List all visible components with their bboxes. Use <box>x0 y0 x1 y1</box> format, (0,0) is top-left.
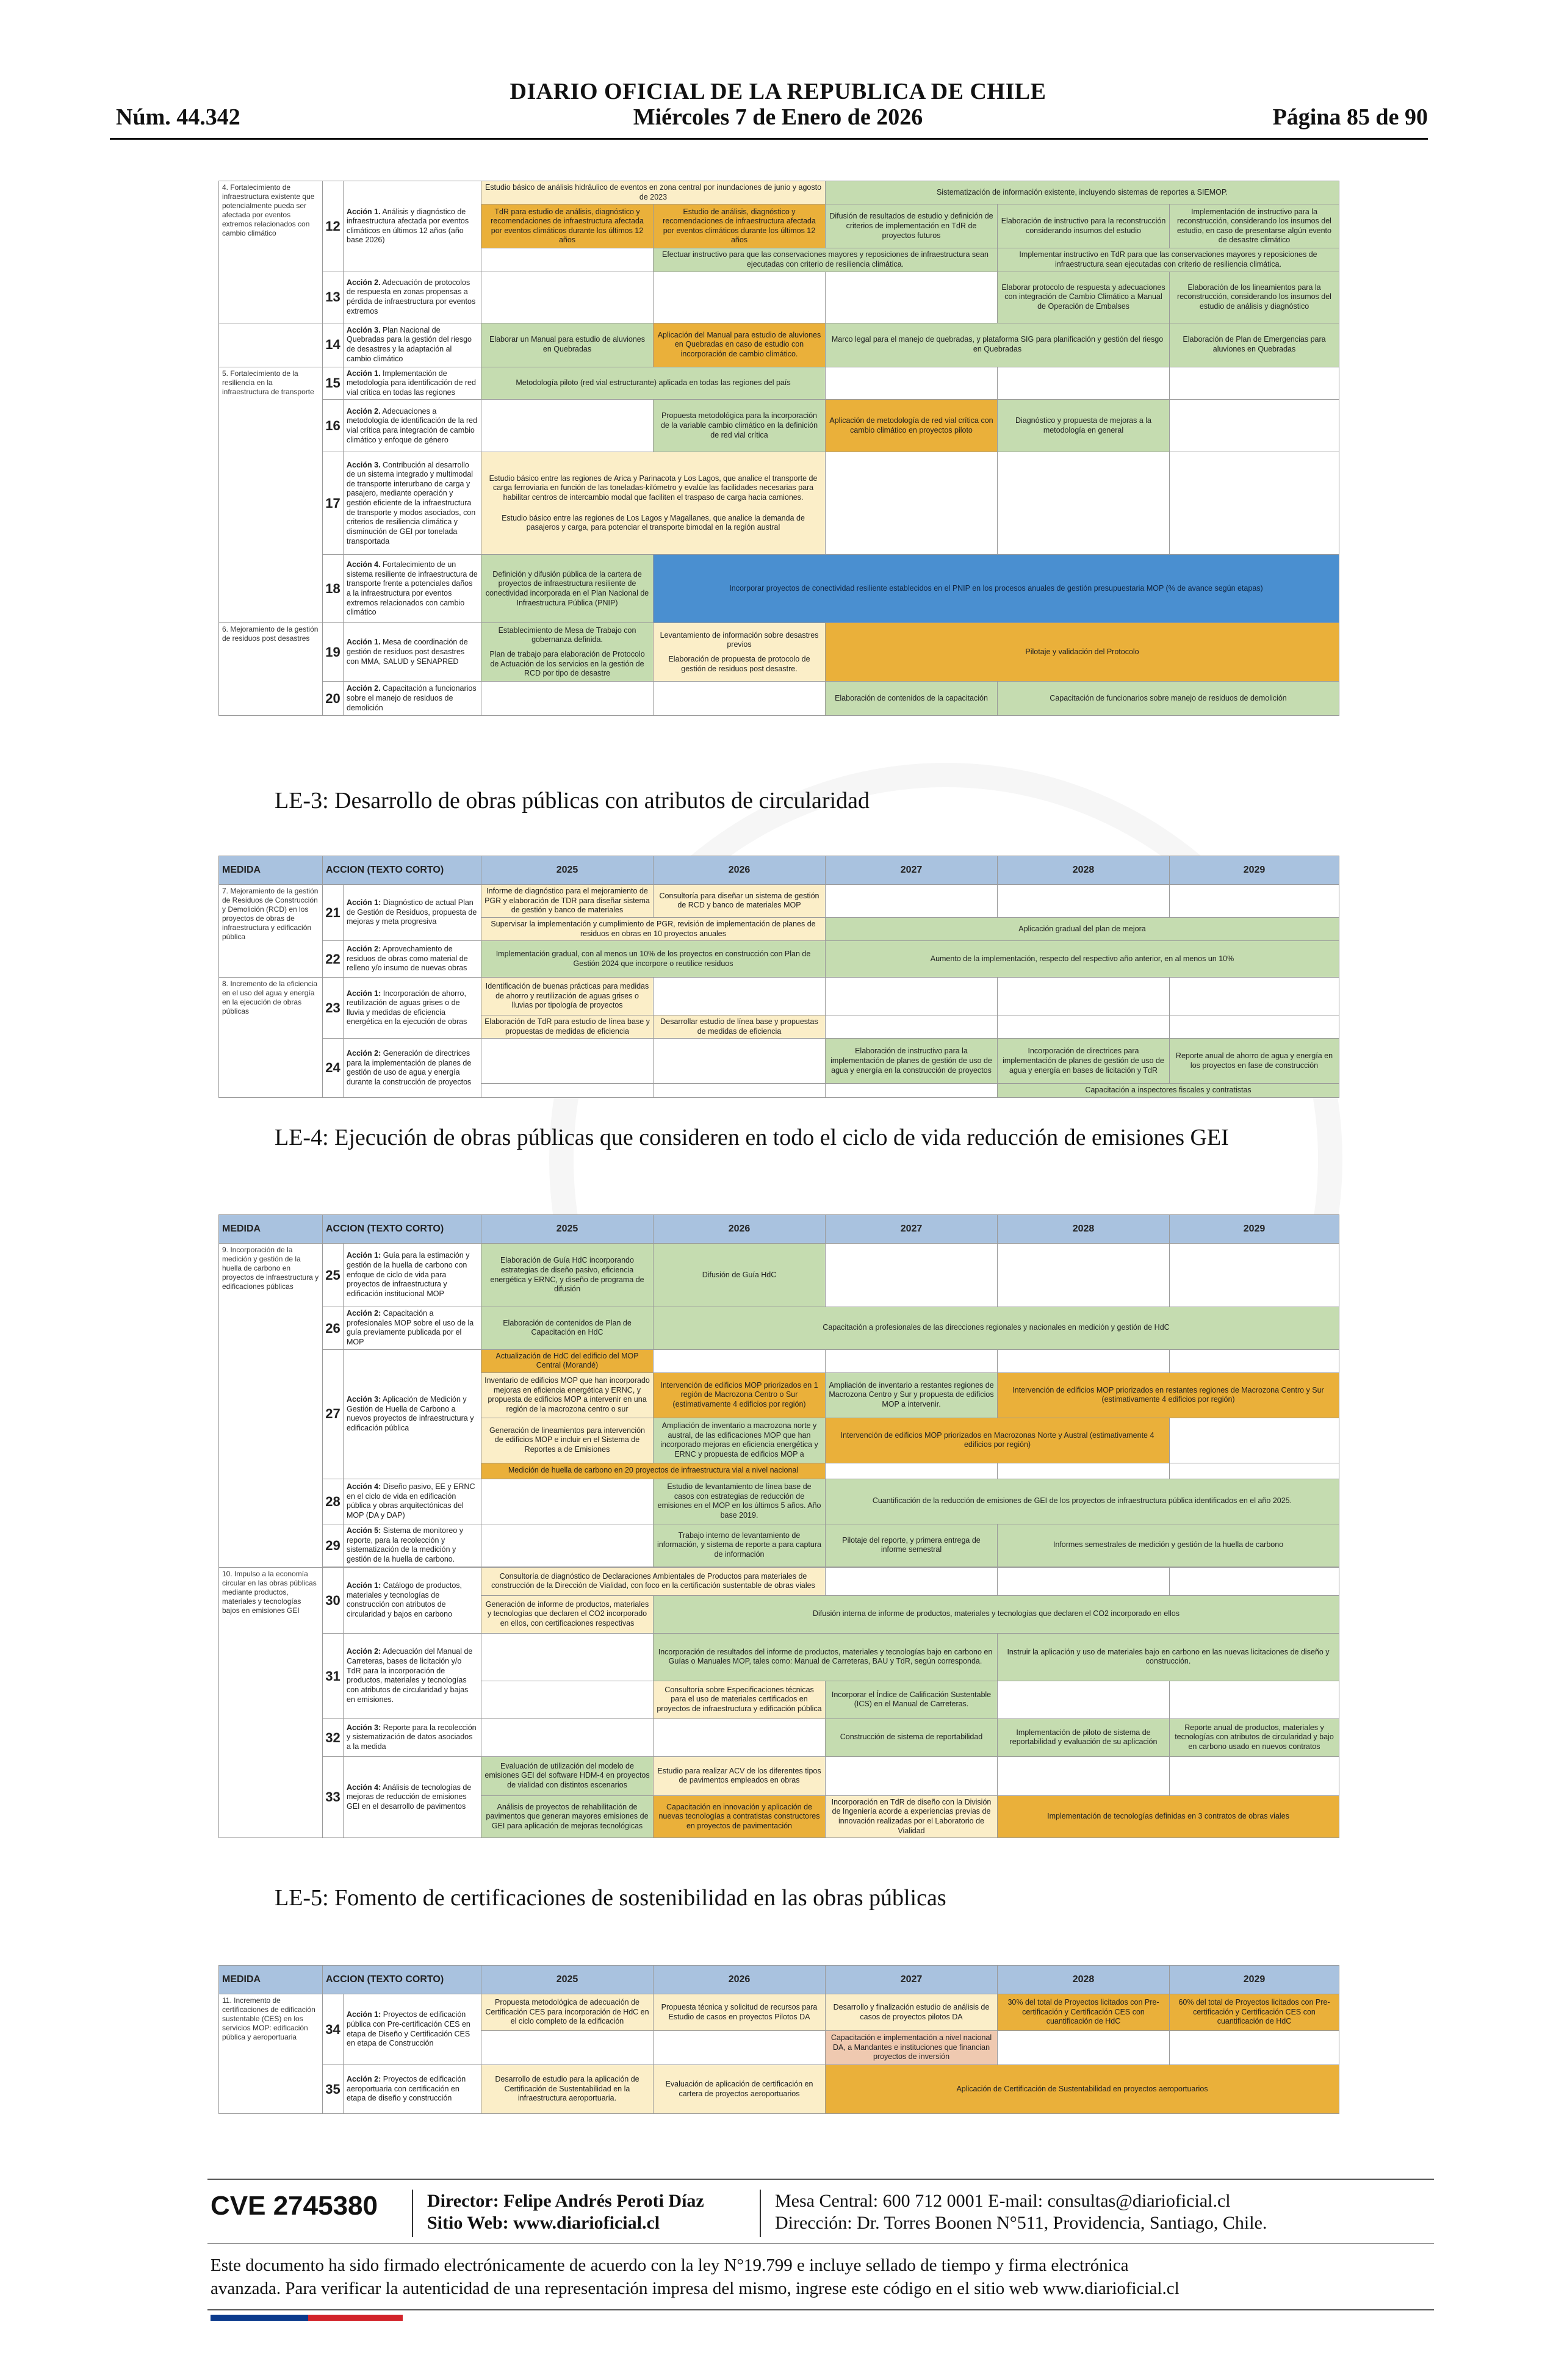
row-number: 13 <box>323 272 344 323</box>
row-number: 32 <box>323 1718 344 1756</box>
footer-address: Dirección: Dr. Torres Boonen N°511, Providencia, Santiago, Chile. <box>775 2213 1267 2233</box>
accion-14: Acción 3. Plan Nacional de Quebradas para la gestión del riesgo de desastres y la adaptación al cambio climático <box>344 323 481 367</box>
col-2028: 2028 <box>998 856 1170 885</box>
cell-28-2026: Estudio de levantamiento de línea base de casos con estrategias de reducción de emisiones en el MOP en los últimos 5 años. Año base 2019. <box>654 1479 826 1524</box>
footer-rule-top <box>207 2179 1434 2180</box>
medida-9: 9. Incorporación de la medición y gestión de la huella de carbono en proyectos de infraestructura y edificaciones públicas <box>219 1244 323 1568</box>
cell-12-2025b: TdR para estudio de análisis, diagnóstico y recomendaciones de infraestructura afectada por eventos climáticos durante los últimos 12 años <box>481 204 654 248</box>
cell-33-2026: Estudio para realizar ACV de los diferentes tipos de pavimentos empleados en obras <box>654 1756 826 1795</box>
row-number: 30 <box>323 1567 344 1633</box>
row-number: 16 <box>323 400 344 452</box>
cell-14-2027-2028: Marco legal para el manejo de quebradas, y plataforma SIG para planificación y gestión del riesgo en Quebradas <box>826 323 1170 367</box>
cell-21-2027-2029: Aplicación gradual del plan de mejora <box>826 917 1339 940</box>
cell-30-2026-2029: Difusión interna de informe de productos, materiales y tecnologías que declaren el CO2 incorporado en ellos <box>654 1595 1339 1633</box>
col-2027: 2027 <box>826 1966 998 1994</box>
accion-20: Acción 2. Capacitación a funcionarios sobre el manejo de residuos de demolición <box>344 682 481 716</box>
cell-35-2027-2029: Aplicación de Certificación de Sustentabilidad en proyectos aeroportuarios <box>826 2065 1339 2114</box>
row-number: 12 <box>323 181 344 272</box>
cell-27-ampliacion: Ampliación de inventario a macrozona norte y austral, de las edificaciones MOP que han incorporado mejoras en eficiencia energética y ERNC y propuesta de edificios MOP a <box>654 1418 826 1463</box>
accion-25: Acción 1: Guía para la estimación y gestión de la huella de carbono con enfoque de ciclo de vida para proyectos de infraestructura y edificación institucional MOP <box>344 1244 481 1307</box>
cell-16-2026: Propuesta metodológica para la incorporación de la variable cambio climático en la definición de red vial crítica <box>654 400 826 452</box>
row-number: 25 <box>323 1244 344 1307</box>
cell-18-2025: Definición y difusión pública de la cartera de proyectos de infraestructura resiliente de conectividad incorporada en el Plan Nacional de Infraestructura Pública (PNIP) <box>481 555 654 623</box>
cell-34-capacitacion: Capacitación e implementación a nivel nacional DA, a Mandantes e instituciones que financian proyectos de inversión <box>826 2031 998 2065</box>
cell-27-huella: Medición de huella de carbono en 20 proyectos de infraestructura vial a nivel nacional <box>481 1463 826 1479</box>
accion-34: Acción 1: Proyectos de edificación pública con Pre-certificación CES en etapa de Diseño y Certificación CES en etapa de Construcción <box>344 1994 481 2065</box>
col-2027: 2027 <box>826 856 998 885</box>
row-number: 29 <box>323 1524 344 1567</box>
cell-35-2026: Evaluación de aplicación de certificación en cartera de proyectos aeroportuarios <box>654 2065 826 2114</box>
table-le5 <box>218 1965 1339 2114</box>
footer-separator <box>412 2190 413 2237</box>
cell-27-2025b: Inventario de edificios MOP que han incorporado mejoras en eficiencia energética y ERNC, y propuesta de edificios MOP a intervenir en una región de la macrozona centro o sur <box>481 1372 654 1418</box>
cell-12-2027-2029: Sistematización de información existente, incluyendo sistemas de reportes a SIEMOP. <box>826 181 1339 204</box>
accion-26: Acción 2: Capacitación a profesionales MOP sobre el uso de la guía previamente publicada por el MOP <box>344 1307 481 1350</box>
row-number: 24 <box>323 1039 344 1098</box>
cell-30-2025: Generación de informe de productos, materiales y tecnologías que declaren el CO2 incorporado en ellos, con certificaciones respectivas <box>481 1595 654 1633</box>
col-accion: ACCION (TEXTO CORTO) <box>323 1966 481 1994</box>
col-accion: ACCION (TEXTO CORTO) <box>323 856 481 885</box>
cell-28-2027-2029: Cuantificación de la reducción de emisiones de GEI de los proyectos de infraestructura pública identificados en el año 2025. <box>826 1479 1339 1524</box>
cell-12-2025: Estudio básico de análisis hidráulico de eventos en zona central por inundaciones de junio y agosto de 2023 <box>481 181 826 204</box>
header-rule <box>110 138 1428 140</box>
row-number: 19 <box>323 623 344 682</box>
issue-number: Núm. 44.342 <box>116 104 240 130</box>
cell-16-2028: Diagnóstico y propuesta de mejoras a la metodología en general <box>998 400 1170 452</box>
cell-27-lineamientos: Generación de lineamientos para intervención de edificios MOP e incluir en el Sistema de Reportes a de Emisiones <box>481 1418 654 1463</box>
section-heading-le3: LE-3: Desarrollo de obras públicas con atributos de circularidad <box>275 788 870 813</box>
cve-code: CVE 2745380 <box>211 2191 378 2221</box>
col-2027: 2027 <box>826 1215 998 1244</box>
table-le2-continuation <box>218 181 1339 716</box>
col-2029: 2029 <box>1170 1966 1339 1994</box>
row-number: 35 <box>323 2065 344 2114</box>
accion-22: Acción 2: Aprovechamiento de residuos de obras como material de relleno y/o insumo de nuevas obras <box>344 941 481 978</box>
cell-21-2026: Consultoría para diseñar un sistema de gestión de RCD y banco de materiales MOP <box>654 885 826 918</box>
cell-34-2025: Propuesta metodológica de adecuación de Certificación CES para incorporación de HdC en el ciclo completo de la edificación <box>481 1994 654 2031</box>
cell-29-2026: Trabajo interno de levantamiento de información, y sistema de reporte a para captura de información <box>654 1524 826 1567</box>
col-2026: 2026 <box>654 1966 826 1994</box>
col-accion: ACCION (TEXTO CORTO) <box>323 1215 481 1244</box>
cell-16-2027: Aplicación de metodología de red vial crítica con cambio climático en proyectos piloto <box>826 400 998 452</box>
table-le3 <box>218 856 1339 1098</box>
col-2025: 2025 <box>481 1966 654 1994</box>
footer-website[interactable]: Sitio Web: www.diarioficial.cl <box>427 2213 660 2233</box>
medida-6: 6. Mejoramiento de la gestión de residuos post desastres <box>219 623 323 716</box>
medida-10: 10. Impulso a la economía circular en las obras públicas mediante productos, materiales y tecnologías bajos en emisiones GEI <box>219 1567 323 1838</box>
cell-19-2027-2029: Pilotaje y validación del Protocolo <box>826 623 1339 682</box>
signature-note-line1: Este documento ha sido firmado electrónicamente de acuerdo con la ley N°19.799 e incluye sellado de tiempo y firma electrónica <box>211 2256 1129 2275</box>
col-2026: 2026 <box>654 856 826 885</box>
col-2025: 2025 <box>481 856 654 885</box>
row-number: 22 <box>323 941 344 978</box>
cell-27-actualizacion: Actualización de HdC del edificio del MOP Central (Morandé) <box>481 1349 654 1372</box>
cell-20-2028-2029: Capacitación de funcionarios sobre manejo de residuos de demolición <box>998 682 1339 716</box>
accion-27: Acción 3: Aplicación de Medición y Gestión de Huella de Carbono a nuevos proyectos de infraestructura y edificación pública <box>344 1349 481 1479</box>
cell-34-2026: Propuesta técnica y solicitud de recursos para Estudio de casos en proyectos Pilotos DA <box>654 1994 826 2031</box>
cell-12-2027: Difusión de resultados de estudio y definición de criterios de implementación en TdR de proyectos futuros <box>826 204 998 248</box>
col-2029: 2029 <box>1170 856 1339 885</box>
cell-33-2027: Incorporación en TdR de diseño con la División de Ingeniería acorde a experiencias previas de innovación realizadas por el Laboratorio de Vialidad <box>826 1795 998 1838</box>
col-2028: 2028 <box>998 1966 1170 1994</box>
cell-31-consultoria: Consultoría sobre Especificaciones técnicas para el uso de materiales certificados en proyectos de infraestructura y edificación pública <box>654 1681 826 1718</box>
cell-33-2025b: Análisis de proyectos de rehabilitación de pavimentos que generan mayores emisiones de GEI para aplicación de mejoras tecnológicas <box>481 1795 654 1838</box>
cell-12-2028: Elaboración de instructivo para la reconstrucción considerando insumos del estudio <box>998 204 1170 248</box>
cell-12-implementar: Implementar instructivo en TdR para que las conservaciones mayores y reposiciones de infraestructura sean ejecutadas con criterio de resiliencia climática. <box>998 248 1339 272</box>
row-number: 26 <box>323 1307 344 1350</box>
accion-29: Acción 5: Sistema de monitoreo y reporte, para la recolección y sistematización de la medición y gestión de la huella de carbono. <box>344 1524 481 1567</box>
footer-rule-bottom <box>207 2309 1434 2310</box>
cell-26-2026-2029: Capacitación a profesionales de las direcciones regionales y nacionales en medición y gestión de HdC <box>654 1307 1339 1350</box>
cell-17-2025-2026: Estudio básico entre las regiones de Arica y Parinacota y Los Lagos, que analice el transporte de carga ferroviaria en función de las toneladas-kilómetro y evalúe las facilidades necesarias para habilitar centros de intercambio modal que faciliten el traspaso de carga hacia camiones. Estudio básico entre las regiones de Los Lagos y Magallanes, que analice la demanda de pasajeros y carga, para potenciar el transporte bimodal en la región austral <box>481 452 826 555</box>
footer-rule-mid <box>207 2243 1434 2244</box>
footer-separator <box>760 2190 761 2237</box>
newspaper-title: DIARIO OFICIAL DE LA REPUBLICA DE CHILE <box>510 79 1046 104</box>
cell-23-2026: Desarrollar estudio de línea base y propuestas de medidas de eficiencia <box>654 1015 826 1039</box>
cell-32-2027: Construcción de sistema de reportabilidad <box>826 1718 998 1756</box>
col-medida: MEDIDA <box>219 856 323 885</box>
row-number: 34 <box>323 1994 344 2065</box>
cell-22-2027-2029: Aumento de la implementación, respecto del respectivo año anterior, en al menos un 10% <box>826 941 1339 978</box>
issue-date: Miércoles 7 de Enero de 2026 <box>633 104 923 130</box>
cell-13-2029: Elaboración de los lineamientos para la reconstrucción, considerando los insumos del estudio de análisis y diagnóstico <box>1170 272 1339 323</box>
col-2029: 2029 <box>1170 1215 1339 1244</box>
col-2026: 2026 <box>654 1215 826 1244</box>
cell-14-2029: Elaboración de Plan de Emergencias para aluviones en Quebradas <box>1170 323 1339 367</box>
cell-31-2026-2027: Incorporación de resultados del informe de productos, materiales y tecnologías bajo en carbono en Guías o Manuales MOP, tales como: Manual de Carreteras, BAU y TdR, según corresponda. <box>654 1633 998 1681</box>
cell-35-2025: Desarrollo de estudio para la aplicación de Certificación de Sustentabilidad en la infraestructura aeroportuaria. <box>481 2065 654 2114</box>
row-number: 23 <box>323 978 344 1039</box>
cell-32-2028: Implementación de piloto de sistema de reportabilidad y evaluación de su aplicación <box>998 1718 1170 1756</box>
cell-24-2028: Incorporación de directrices para implementación de planes de gestión de uso de agua y energía en bases de licitación y TdR <box>998 1039 1170 1084</box>
accion-21: Acción 1: Diagnóstico de actual Plan de Gestión de Residuos, propuesta de mejoras y meta progresiva <box>344 885 481 941</box>
cell-24-capacitacion: Capacitación a inspectores fiscales y contratistas <box>998 1084 1339 1098</box>
cell-29-2028-2029: Informes semestrales de medición y gestión de la huella de carbono <box>998 1524 1339 1567</box>
accion-16: Acción 2. Adecuaciones a metodología de identificación de la red vial crítica para integración de cambio climático y enfoque de género <box>344 400 481 452</box>
accion-12: Acción 1. Análisis y diagnóstico de infraestructura afectada por eventos climáticos en últimos 12 años (año base 2026) <box>344 181 481 272</box>
accion-30: Acción 1: Catálogo de productos, materiales y tecnologías de construcción con atributos de circularidad y bajos en carbono <box>344 1567 481 1633</box>
medida-8: 8. Incremento de la eficiencia en el uso del agua y energía en la ejecución de obras públicas <box>219 978 323 1098</box>
cell-30-consultoria: Consultoría de diagnóstico de Declaraciones Ambientales de Productos para materiales de construcción de la Dirección de Vialidad, con foco en la certificación sustentable de obras viales <box>481 1567 826 1595</box>
flag-stripe-blue <box>211 2315 308 2321</box>
row-number: 17 <box>323 452 344 555</box>
signature-note-line2: avanzada. Para verificar la autenticidad de una representación impresa del mismo, ingrese este código en el sitio web www.diarioficial.cl <box>211 2279 1180 2298</box>
section-heading-le5: LE-5: Fomento de certificaciones de sostenibilidad en las obras públicas <box>275 1885 946 1911</box>
accion-28: Acción 4: Diseño pasivo, EE y ERNC en el ciclo de vida en edificación pública y obras arquitectónicas del MOP (DA y DAP) <box>344 1479 481 1524</box>
cell-34-2029: 60% del total de Proyectos licitados con Pre-certificación y Certificación CES con cuantificación de HdC <box>1170 1994 1339 2031</box>
row-number: 33 <box>323 1756 344 1838</box>
cell-12-instructivo: Efectuar instructivo para que las conservaciones mayores y reposiciones de infraestructura sean ejecutadas con criterio de resiliencia climática. <box>654 248 998 272</box>
accion-15: Acción 1. Implementación de metodología para identificación de red vial crítica en todas las regiones <box>344 367 481 400</box>
accion-24: Acción 2: Generación de directrices para la implementación de planes de gestión de uso de agua y energía durante la construcción de proyectos <box>344 1039 481 1098</box>
cell-27-2026: Intervención de edificios MOP priorizados en 1 región de Macrozona Centro o Sur (estimativamente 4 edificios por región) <box>654 1372 826 1418</box>
cell-12-2026: Estudio de análisis, diagnóstico y recomendaciones de infraestructura afectada por eventos climáticos durante los últimos 12 años <box>654 204 826 248</box>
cell-20-2027: Elaboración de contenidos de la capacitación <box>826 682 998 716</box>
cell-13-2028: Elaborar protocolo de respuesta y adecuaciones con integración de Cambio Climático a Manual de Operación de Embalses <box>998 272 1170 323</box>
cell-12-2029: Implementación de instructivo para la reconstrucción, considerando los insumos del estudio, en caso de presentarse algún evento de desastre climático <box>1170 204 1339 248</box>
cell-19-2026: Levantamiento de información sobre desastres previos Elaboración de propuesta de protocolo de gestión de residuos post desastre. <box>654 623 826 682</box>
cell-31-2028-2029: Instruir la aplicación y uso de materiales bajo en carbono en las nuevas licitaciones de diseño y construcción. <box>998 1633 1339 1681</box>
cell-29-2027: Pilotaje del reporte, y primera entrega de informe semestral <box>826 1524 998 1567</box>
row-number: 20 <box>323 682 344 716</box>
page-number: Página 85 de 90 <box>1272 104 1428 130</box>
cell-27-norte-austral: Intervención de edificios MOP priorizados en Macrozonas Norte y Austral (estimativamente 4 edificios por región) <box>826 1418 1170 1463</box>
accion-18: Acción 4. Fortalecimiento de un sistema resiliente de infraestructura de transporte frente a potenciales daños a la infraestructura por eventos extremos relacionados con cambio climático <box>344 555 481 623</box>
medida-7: 7. Mejoramiento de la gestión de Residuos de Construcción y Demolición (RCD) en los proyectos de obras de infraestructura y edificación pública <box>219 885 323 978</box>
cell-14-2026: Aplicación del Manual para estudio de aluviones en Quebradas en caso de estudio con incorporación de cambio climático. <box>654 323 826 367</box>
row-number: 28 <box>323 1479 344 1524</box>
col-2028: 2028 <box>998 1215 1170 1244</box>
medida-5: 5. Fortalecimiento de la resiliencia en la infraestructura de transporte <box>219 367 323 623</box>
cell-34-2028: 30% del total de Proyectos licitados con Pre-certificación y Certificación CES con cuantificación de HdC <box>998 1994 1170 2031</box>
cell-26-2025: Elaboración de contenidos de Plan de Capacitación en HdC <box>481 1307 654 1350</box>
medida-4: 4. Fortalecimiento de infraestructura existente que potencialmente pueda ser afectada por eventos extremos relacionados con cambio climático <box>219 181 323 323</box>
row-number: 27 <box>323 1349 344 1479</box>
cell-33-2025: Evaluación de utilización del modelo de emisiones GEI del software HDM-4 en proyectos de vialidad con distintos escenarios <box>481 1756 654 1795</box>
cell-21-supervisar: Supervisar la implementación y cumplimiento de PGR, revisión de implementación de planes de residuos en obras en 10 proyectos anuales <box>481 917 826 940</box>
cell-25-2025: Elaboración de Guía HdC incorporando estrategias de diseño pasivo, eficiencia energética y ERNC, y diseño de programa de difusión <box>481 1244 654 1307</box>
accion-32: Acción 3: Reporte para la recolección y sistematización de datos asociados a la medida <box>344 1718 481 1756</box>
cell-34-2027: Desarrollo y finalización estudio de análisis de casos de proyectos pilotos DA <box>826 1994 998 2031</box>
cell-23-2025: Identificación de buenas prácticas para medidas de ahorro y reutilización de aguas grises o lluvias por tipología de proyectos <box>481 978 654 1015</box>
cell-27-2027: Ampliación de inventario a restantes regiones de Macrozona Centro y Sur y propuesta de edificios MOP a intervenir. <box>826 1372 998 1418</box>
cell-31-ics: Incorporar el Índice de Calificación Sustentable (ICS) en el Manual de Carreteras. <box>826 1681 998 1718</box>
cell-21-2025: Informe de diagnóstico para el mejoramiento de PGR y elaboración de TDR para diseñar sistema de gestión y banco de materiales <box>481 885 654 918</box>
accion-31: Acción 2: Adecuación del Manual de Carreteras, bases de licitación y/o TdR para la incorporación de productos, materiales y tecnologías con atributos de circularidad y bajas en emisiones. <box>344 1633 481 1718</box>
cell-32-2029: Reporte anual de productos, materiales y tecnologías con atributos de circularidad y bajo en carbono usado en nuevos contratos <box>1170 1718 1339 1756</box>
accion-35: Acción 2: Proyectos de edificación aeroportuaria con certificación en etapa de diseño y construcción <box>344 2065 481 2114</box>
table-le4 <box>218 1214 1339 1838</box>
col-medida: MEDIDA <box>219 1215 323 1244</box>
section-heading-le4: LE-4: Ejecución de obras públicas que consideren en todo el ciclo de vida reducción de emisiones GEI <box>275 1125 1229 1150</box>
row-number: 21 <box>323 885 344 941</box>
row-number: 14 <box>323 323 344 367</box>
cell-24-2029: Reporte anual de ahorro de agua y energía en los proyectos en fase de construcción <box>1170 1039 1339 1084</box>
footer-director: Director: Felipe Andrés Peroti Díaz <box>427 2191 704 2211</box>
cell-24-2027: Elaboración de instructivo para la implementación de planes de gestión de uso de agua y energía en la construcción de proyectos <box>826 1039 998 1084</box>
row-number: 15 <box>323 367 344 400</box>
col-2025: 2025 <box>481 1215 654 1244</box>
accion-33: Acción 4: Análisis de tecnologías de mejoras de reducción de emisiones GEI en el desarrollo de pavimentos <box>344 1756 481 1838</box>
flag-stripe-red <box>308 2315 403 2321</box>
cell-27-2028-2029: Intervención de edificios MOP priorizados en restantes regiones de Macrozona Centro y Sur (estimativamente 4 edificios por región) <box>998 1372 1339 1418</box>
accion-19: Acción 1. Mesa de coordinación de gestión de residuos post desastres con MMA, SALUD y SENAPRED <box>344 623 481 682</box>
cell-22-2025-2026: Implementación gradual, con al menos un 10% de los proyectos en construcción con Plan de Gestión 2024 que incorpore o reutilice residuos <box>481 941 826 978</box>
accion-23: Acción 1: Incorporación de ahorro, reutilización de aguas grises o de lluvia y medidas de eficiencia energética en la ejecución de obras <box>344 978 481 1039</box>
medida-11: 11. Incremento de certificaciones de edificación sustentable (CES) en los servicios MOP: edificación pública y aeroportuaria <box>219 1994 323 2114</box>
accion-13: Acción 2. Adecuación de protocolos de respuesta en zonas propensas a pérdida de infraestructura por eventos extremos <box>344 272 481 323</box>
cell-19-2025: Establecimiento de Mesa de Trabajo con gobernanza definida. Plan de trabajo para elaboración de Protocolo de Actuación de los servicios en la gestión de RCD por tipo de desastre <box>481 623 654 682</box>
row-number: 18 <box>323 555 344 623</box>
accion-17: Acción 3. Contribución al desarrollo de un sistema integrado y multimodal de transporte interurbano de carga y pasajero, mediante operación y gestión eficiente de la infraestructura de transporte y modos asociados, con criterios de resiliencia climática y disminución de GEI por tonelada transportada <box>344 452 481 555</box>
cell-33-2026b: Capacitación en innovación y aplicación de nuevas tecnologías a contratistas constructores en proyectos de pavimentación <box>654 1795 826 1838</box>
cell-33-2028-2029: Implementación de tecnologías definidas en 3 contratos de obras viales <box>998 1795 1339 1838</box>
cell-14-2025: Elaborar un Manual para estudio de aluviones en Quebradas <box>481 323 654 367</box>
footer-contact: Mesa Central: 600 712 0001 E-mail: consultas@diarioficial.cl <box>775 2191 1231 2211</box>
cell-25-2026: Difusión de Guía HdC <box>654 1244 826 1307</box>
cell-15-2025-2026: Metodología piloto (red vial estructurante) aplicada en todas las regiones del país <box>481 367 826 400</box>
col-medida: MEDIDA <box>219 1966 323 1994</box>
cell-18-2026-2029: Incorporar proyectos de conectividad resiliente establecidos en el PNIP en los procesos anuales de gestión presupuestaria MOP (% de avance según etapas) <box>654 555 1339 623</box>
cell-23-2025b: Elaboración de TdR para estudio de línea base y propuestas de medidas de eficiencia <box>481 1015 654 1039</box>
row-number: 31 <box>323 1633 344 1718</box>
